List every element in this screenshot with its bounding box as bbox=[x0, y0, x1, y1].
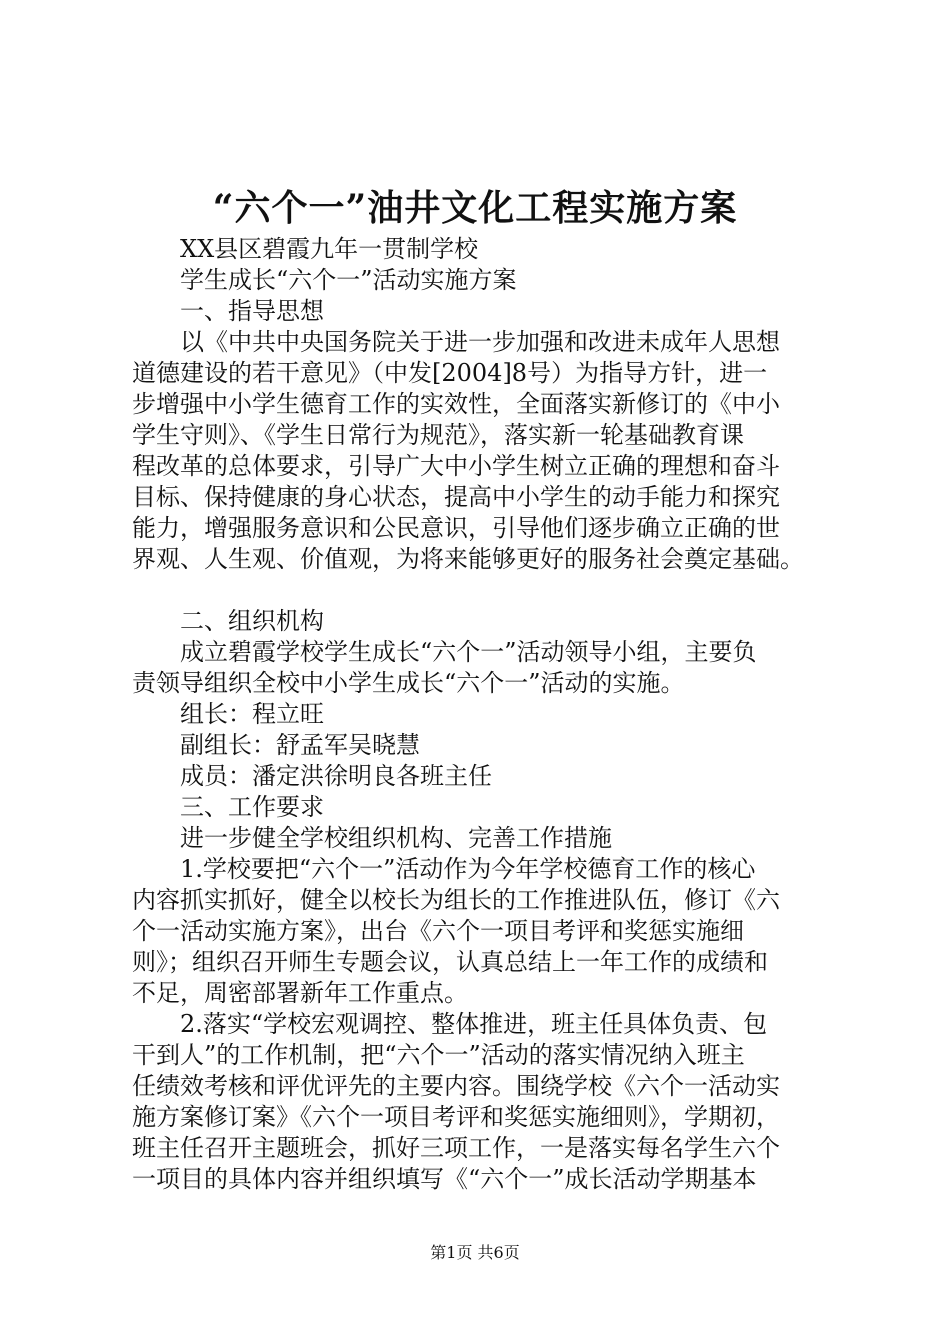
text-line: 以《中共中央国务院关于进一步加强和改进未成年人思想 bbox=[180, 328, 780, 356]
text-line: 责领导组织全校中小学生成长“六个一”活动的实施。 bbox=[132, 669, 685, 697]
text-line: 则》；组织召开师生专题会议，认真总结上一年工作的成绩和 bbox=[132, 948, 768, 976]
text-line: 程改革的总体要求，引导广大中小学生树立正确的理想和奋斗 bbox=[132, 452, 780, 480]
text-line: 进一步健全学校组织机构、完善工作措施 bbox=[180, 824, 612, 852]
page-title: “六个一”油井文化工程实施方案 bbox=[212, 187, 738, 229]
text-line: 任绩效考核和评优评先的主要内容。围绕学校《六个一活动实 bbox=[132, 1072, 780, 1100]
text-line: 一、指导思想 bbox=[180, 297, 324, 325]
text-line: 步增强中小学生德育工作的实效性，全面落实新修订的《中小 bbox=[132, 390, 780, 418]
text-line: 内容抓实抓好，健全以校长为组长的工作推进队伍，修订《六 bbox=[132, 886, 780, 914]
text-line: 组长：程立旺 bbox=[180, 700, 324, 728]
text-line: XX县区碧霞九年一贯制学校 bbox=[180, 235, 479, 263]
text-line: 副组长：舒孟军吴晓慧 bbox=[180, 731, 420, 759]
text-line: 道德建设的若干意见》（中发[2004]8号）为指导方针，进一 bbox=[132, 359, 768, 387]
text-line: 干到人”的工作机制，把“六个一”活动的落实情况纳入班主 bbox=[132, 1041, 745, 1069]
document-body bbox=[132, 234, 836, 1195]
text-line: 个一活动实施方案》，出台《六个一项目考评和奖惩实施细 bbox=[132, 917, 744, 945]
text-line: 施方案修订案》《六个一项目考评和奖惩实施细则》，学期初， bbox=[132, 1103, 780, 1131]
text-line: 2.落实“学校宏观调控、整体推进，班主任具体负责、包 bbox=[180, 1010, 768, 1038]
text-line: 一项目的具体内容并组织填写《“六个一”成长活动学期基本 bbox=[132, 1165, 757, 1193]
text-line: 不足，周密部署新年工作重点。 bbox=[132, 979, 468, 1007]
page-footer: 第1页 共6页 bbox=[430, 1243, 520, 1262]
text-line: 1.学校要把“六个一”活动作为今年学校德育工作的核心 bbox=[180, 855, 756, 883]
text-line: 三、工作要求 bbox=[180, 793, 324, 821]
blank-line bbox=[132, 575, 836, 606]
text-line: 学生成长“六个一”活动实施方案 bbox=[180, 266, 517, 294]
text-line: 学生守则》、《学生日常行为规范》，落实新一轮基础教育课 bbox=[132, 421, 744, 449]
text-line: 班主任召开主题班会，抓好三项工作，一是落实每名学生六个 bbox=[132, 1134, 780, 1162]
text-line: 成立碧霞学校学生成长“六个一”活动领导小组，主要负 bbox=[180, 638, 757, 666]
text-line: 目标、保持健康的身心状态，提高中小学生的动手能力和探究 bbox=[132, 483, 780, 511]
text-line: 二、组织机构 bbox=[180, 607, 324, 635]
text-line: 能力，增强服务意识和公民意识，引导他们逐步确立正确的世 bbox=[132, 514, 780, 542]
text-line: 界观、人生观、价值观，为将来能够更好的服务社会奠定基础。 bbox=[132, 545, 804, 573]
text-line: 成员：潘定洪徐明良各班主任 bbox=[180, 762, 492, 790]
